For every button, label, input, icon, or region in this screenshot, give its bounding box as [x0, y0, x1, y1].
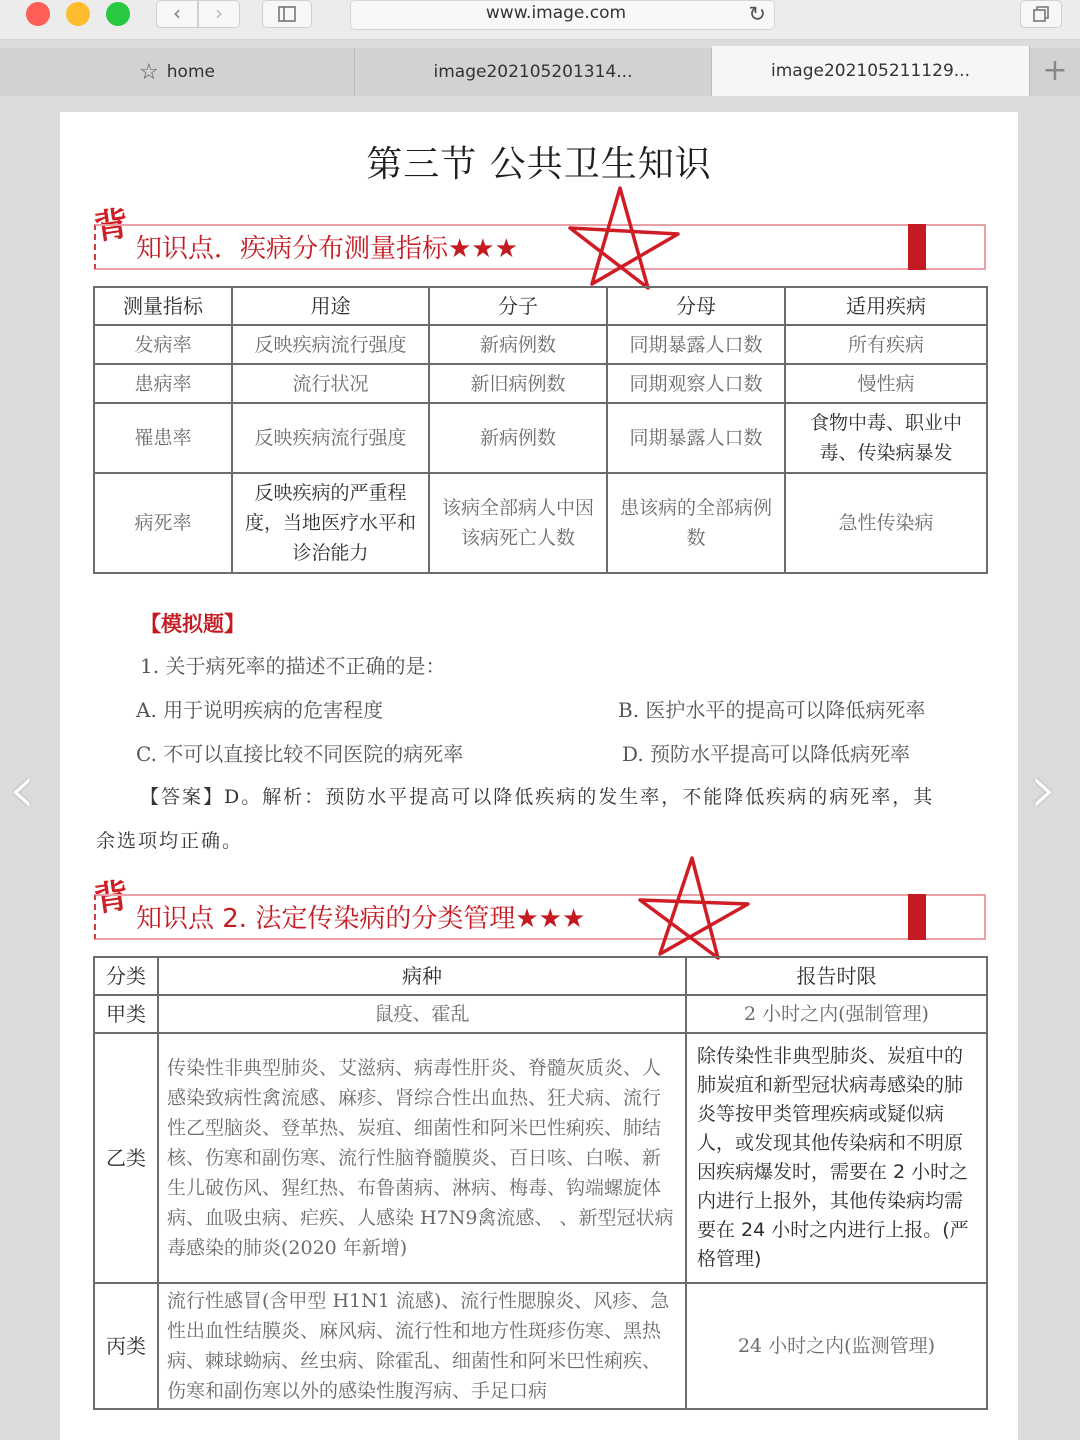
tab-home[interactable] — [0, 48, 355, 96]
table-cell: 除传染性非典型肺炎、炭疽中的肺炭疽和新型冠状病毒感染的肺炎等按甲类管理疾病或疑似病人，或发现其他传染病和不明原因疾病爆发时，需要在 2 小时之内进行上报外，其他传染病均需要在 24 小时之内进行上报。(严格管理) — [686, 1033, 987, 1283]
browser-toolbar — [0, 0, 1080, 40]
table-cell: 发病率 — [94, 325, 232, 364]
table-cell: 丙类 — [94, 1283, 158, 1409]
memorize-mark: 背 — [91, 875, 132, 921]
table-cell: 反映疾病的严重程度，当地医疗水平和诊治能力 — [232, 473, 429, 573]
table-cell: 患该病的全部病例数 — [607, 473, 785, 573]
option-c: C. 不可以直接比较不同医院的病死率 — [136, 742, 464, 766]
table-row — [94, 473, 987, 573]
table-cell: 反映疾病流行强度 — [232, 325, 429, 364]
table-cell: 2 小时之内(强制管理) — [686, 995, 987, 1033]
memorize-mark: 背 — [91, 203, 132, 249]
section1-heading: 知识点．疾病分布测量指标★★★ — [136, 234, 518, 264]
chevron-right-icon: › — [215, 1, 223, 25]
next-image-arrow[interactable]: › — [1030, 748, 1058, 830]
table-cell: 食物中毒、职业中毒、传染病暴发 — [785, 403, 987, 473]
tab-image-1[interactable] — [355, 48, 712, 96]
table-row — [94, 1033, 987, 1283]
tab-image-2-active[interactable] — [712, 46, 1030, 96]
table-cell: 乙类 — [94, 1033, 158, 1283]
table-row — [94, 325, 987, 364]
chevron-left-icon: ‹ — [173, 1, 181, 25]
table-header-cell: 分子 — [429, 287, 607, 325]
table-row — [94, 364, 987, 403]
table-cell: 传染性非典型肺炎、艾滋病、病毒性肝炎、脊髓灰质炎、人感染致病性禽流感、麻疹、肾综合性出血热、狂犬病、流行性乙型脑炎、登革热、炭疽、细菌性和阿米巴性痢疾、肺结核、伤寒和副伤寒、流行性脑脊髓膜炎、百日咳、白喉、新生儿破伤风、猩红热、布鲁菌病、淋病、梅毒、钩端螺旋体病、血吸虫病、疟疾、人感染 H7N9禽流感、 、新型冠状病毒感染的肺炎(2020 年新增) — [158, 1033, 686, 1283]
answer-explanation: 【答案】D。解析：预防水平提高可以降低疾病的发生率，不能降低疾病的病死率，其 — [140, 786, 935, 808]
tab-label: image202105201314... — [433, 62, 633, 82]
option-b: B. 医护水平的提高可以降低病死率 — [618, 698, 926, 722]
table-cell: 慢性病 — [785, 364, 987, 403]
section2-heading: 知识点 2. 法定传染病的分类管理★★★ — [136, 904, 586, 934]
table-header-cell: 分类 — [94, 957, 158, 995]
reload-icon[interactable]: ↻ — [748, 2, 766, 26]
table-header-cell: 报告时限 — [686, 957, 987, 995]
address-bar[interactable] — [350, 0, 775, 30]
page-title: 第三节 公共卫生知识 — [366, 144, 712, 185]
mock-question-title: 【模拟题】 — [140, 612, 245, 636]
back-button[interactable] — [156, 0, 198, 28]
table-cell: 新旧病例数 — [429, 364, 607, 403]
table-cell: 鼠疫、霍乱 — [158, 995, 686, 1033]
sidebar-icon — [278, 6, 296, 22]
section1-heading-box — [94, 224, 986, 270]
table-cell: 新病例数 — [429, 325, 607, 364]
table-cell: 患病率 — [94, 364, 232, 403]
table-cell: 新病例数 — [429, 403, 607, 473]
table-cell: 流行状况 — [232, 364, 429, 403]
table-cell: 病死率 — [94, 473, 232, 573]
star-doodle-icon — [634, 854, 754, 966]
sidebar-toggle-button[interactable] — [262, 0, 312, 28]
table-row — [94, 1283, 987, 1409]
table-header-cell: 分母 — [607, 287, 785, 325]
question-text: 1. 关于病死率的描述不正确的是： — [140, 654, 446, 678]
maximize-window-button[interactable] — [106, 2, 130, 26]
table-cell: 该病全部病人中因该病死亡人数 — [429, 473, 607, 573]
tab-bar — [0, 48, 1080, 96]
table-cell: 流行性感冒(含甲型 H1N1 流感)、流行性腮腺炎、风疹、急性出血性结膜炎、麻风病、流行性和地方性斑疹伤寒、黑热病、棘球蚴病、丝虫病、除霍乱、细菌性和阿米巴性痢疾、伤寒和副伤寒以外的感染性腹泻病、手足口病 — [158, 1283, 686, 1409]
table-header-cell: 测量指标 — [94, 287, 232, 325]
close-window-button[interactable] — [26, 2, 50, 26]
table-cell: 反映疾病流行强度 — [232, 403, 429, 473]
table-cell: 罹患率 — [94, 403, 232, 473]
table-header-row — [94, 287, 987, 325]
table-header-cell: 用途 — [232, 287, 429, 325]
previous-image-arrow[interactable]: ‹ — [8, 748, 36, 830]
table-cell: 同期观察人口数 — [607, 364, 785, 403]
forward-button[interactable] — [198, 0, 240, 28]
table-header-row — [94, 957, 987, 995]
table-cell: 甲类 — [94, 995, 158, 1033]
heading-accent-bar — [908, 894, 926, 940]
answer-explanation-cont: 余选项均正确。 — [96, 830, 244, 852]
table-row — [94, 403, 987, 473]
option-d: D. 预防水平提高可以降低病死率 — [622, 742, 911, 766]
url-text: www.image.com — [485, 3, 627, 23]
heading-accent-bar — [908, 224, 926, 270]
table-cell: 同期暴露人口数 — [607, 325, 785, 364]
table-header-cell: 病种 — [158, 957, 686, 995]
table-cell: 所有疾病 — [785, 325, 987, 364]
tabs-overview-icon — [1032, 5, 1050, 23]
tab-label: image202105211129... — [771, 61, 970, 81]
table-row — [94, 995, 987, 1033]
plus-icon: + — [1042, 53, 1068, 88]
star-icon: ☆ — [139, 59, 159, 85]
tabs-overview-button[interactable] — [1020, 0, 1062, 28]
measurement-indicators-table — [93, 286, 988, 574]
table-cell: 24 小时之内(监测管理) — [686, 1283, 987, 1409]
tab-label: home — [166, 62, 215, 82]
new-tab-button[interactable] — [1030, 48, 1080, 96]
option-a: A. 用于说明疾病的危害程度 — [136, 698, 384, 722]
minimize-window-button[interactable] — [66, 2, 90, 26]
table-cell: 急性传染病 — [785, 473, 987, 573]
table-cell: 同期暴露人口数 — [607, 403, 785, 473]
document-page — [60, 112, 1018, 1440]
star-doodle-icon — [564, 184, 684, 296]
infectious-disease-classification-table — [93, 956, 988, 1410]
section2-heading-box — [94, 894, 986, 940]
table-header-cell: 适用疾病 — [785, 287, 987, 325]
